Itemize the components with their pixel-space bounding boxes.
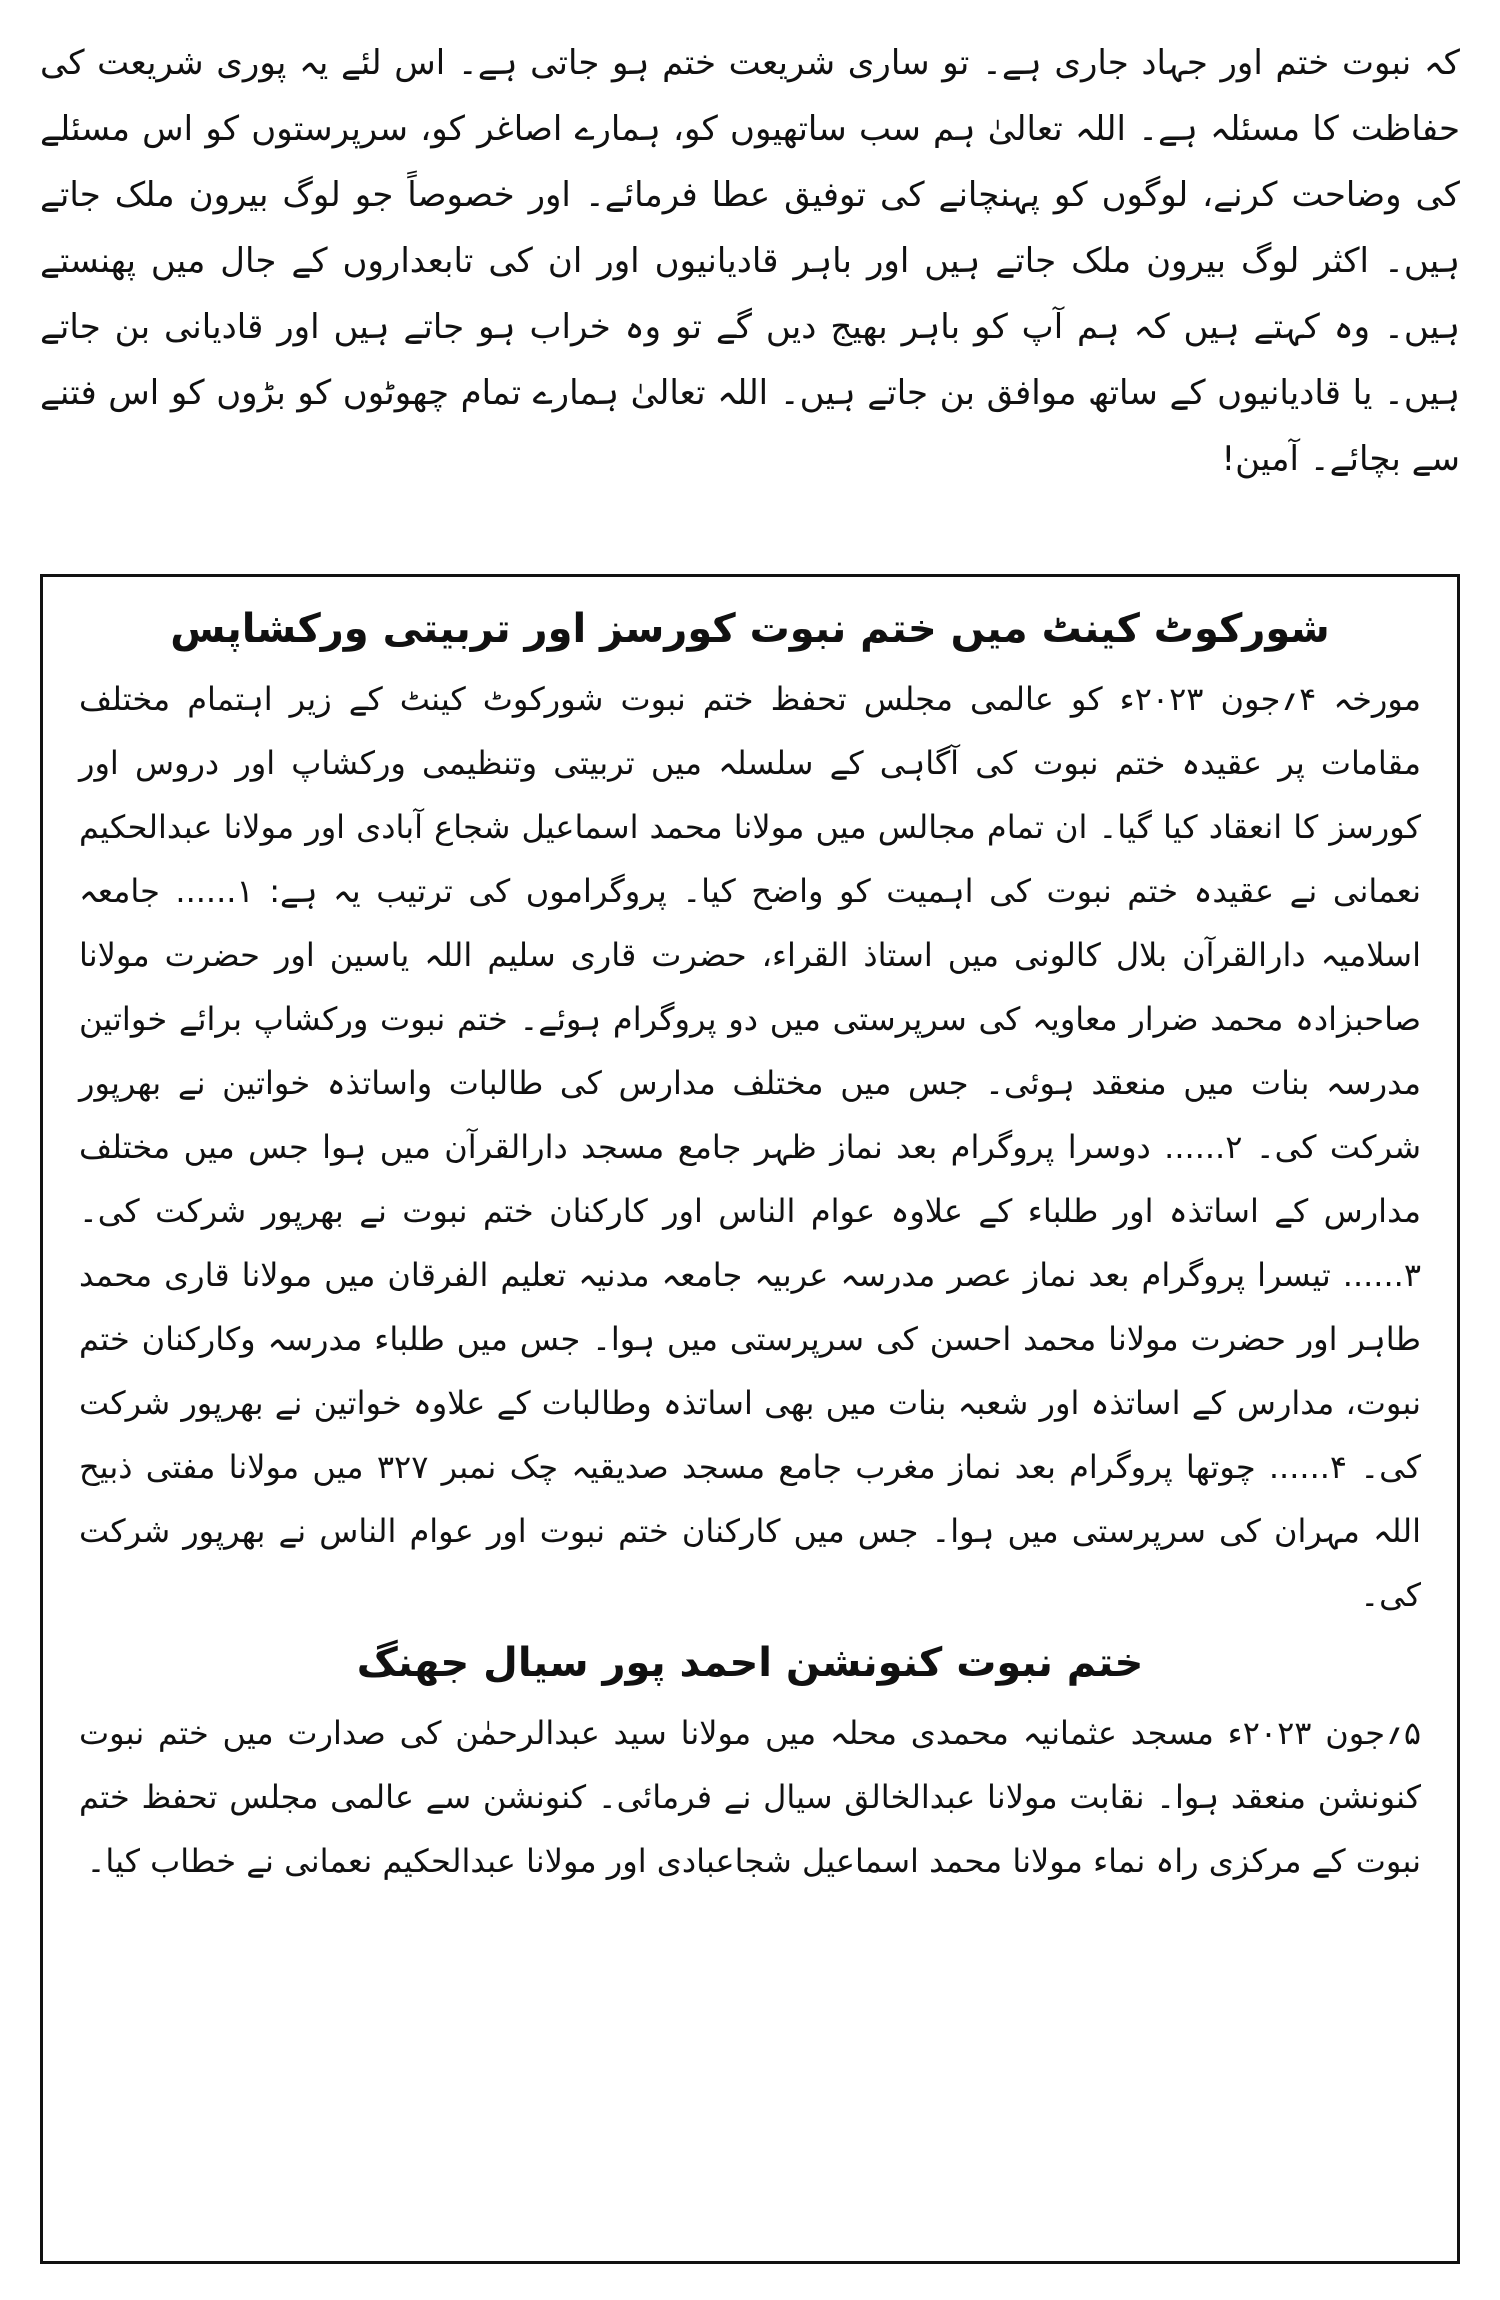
report-1-heading: شورکوٹ کینٹ میں ختم نبوت کورسز اور تربیتی ورکشاپس: [170, 606, 1330, 652]
report-2-body: ۵؍جون ۲۰۲۳ء مسجد عثمانیہ محمدی محلہ میں مولانا سید عبدالرحمٰن کی صدارت میں ختم نبوت کنونشن منعقد ہوا۔ نقابت مولانا عبدالخالق سیال نے فرمائی۔ کنونشن سے عالمی مجلس تحفظ ختم نبوت کے مرکزی راہ نماء مولانا محمد اسماعیل شجاعبادی اور مولانا عبدالحکیم نعمانی نے خطاب کیا۔: [79, 1714, 1422, 1880]
news-box: [40, 574, 1460, 2264]
intro-paragraph: کہ نبوت ختم اور جہاد جاری ہے۔ تو ساری شریعت ختم ہو جاتی ہے۔ اس لئے یہ پوری شریعت کی حفاظت کا مسئلہ ہے۔ اللہ تعالیٰ ہم سب ساتھیوں کو، ہمارے اصاغر کو، سرپرستوں کو اس مسئلے کی وضاحت کرنے، لوگوں کو پہنچانے کی توفیق عطا فرمائے۔ اور خصوصاً جو لوگ بیرون ملک جاتے ہیں۔ اکثر لوگ بیرون ملک جاتے ہیں اور باہر قادیانیوں اور ان کی تابعداروں کے جال میں پھنستے ہیں۔ وہ کہتے ہیں کہ ہم آپ کو باہر بھیج دیں گے تو وہ خراب ہو جاتے ہیں اور قادیانی بن جاتے ہیں۔ یا قادیانیوں کے ساتھ موافق بن جاتے ہیں۔ اللہ تعالیٰ ہمارے تمام چھوٹوں کو بڑوں کو اس فتنے سے بچائے۔ آمین!: [40, 43, 1460, 479]
report-1-body: مورخہ ۴؍جون ۲۰۲۳ء کو عالمی مجلس تحفظ ختم نبوت شورکوٹ کینٹ کے زیر اہتمام مختلف مقامات پر عقیدہ ختم نبوت کی آگاہی کے سلسلہ میں تربیتی وتنظیمی ورکشاپ اور دروس اور کورسز کا انعقاد کیا گیا۔ ان تمام مجالس میں مولانا محمد اسماعیل شجاع آبادی اور مولانا عبدالحکیم نعمانی نے عقیدہ ختم نبوت کی اہمیت کو واضح کیا۔ پروگراموں کی ترتیب یہ ہے: ۱...... جامعہ اسلامیہ دارالقرآن بلال کالونی میں استاذ القراء، حضرت قاری سلیم اللہ یاسین اور حضرت مولانا صاحبزادہ محمد ضرار معاویہ کی سرپرستی میں دو پروگرام ہوئے۔ ختم نبوت ورکشاپ برائے خواتین مدرسہ بنات میں منعقد ہوئی۔ جس میں مختلف مدارس کی طالبات واساتذہ خواتین نے بھرپور شرکت کی۔ ۲...... دوسرا پروگرام بعد نماز ظہر جامع مسجد دارالقرآن میں ہوا جس میں مختلف مدارس کے اساتذہ اور طلباء کے علاوہ عوام الناس اور کارکنان ختم نبوت نے بھرپور شرکت کی۔ ۳...... تیسرا پروگرام بعد نماز عصر مدرسہ عربیہ جامعہ مدنیہ تعلیم الفرقان میں مولانا قاری محمد طاہر اور حضرت مولانا محمد احسن کی سرپرستی میں ہوا۔ جس میں طلباء مدرسہ وکارکنان ختم نبوت، مدارس کے اساتذہ اور شعبہ بنات میں بھی اساتذہ وطالبات کے علاوہ خواتین نے بھرپور شرکت کی۔ ۴...... چوتھا پروگرام بعد نماز مغرب جامع مسجد صدیقیہ چک نمبر ۳۲۷ میں مولانا مفتی ذبیح اللہ مہران کی سرپرستی میں ہوا۔ جس میں کارکنان ختم نبوت اور عوام الناس نے بھرپور شرکت کی۔: [79, 680, 1422, 1614]
report-2-heading: ختم نبوت کنونشن احمد پور سیال جھنگ: [356, 1640, 1144, 1686]
